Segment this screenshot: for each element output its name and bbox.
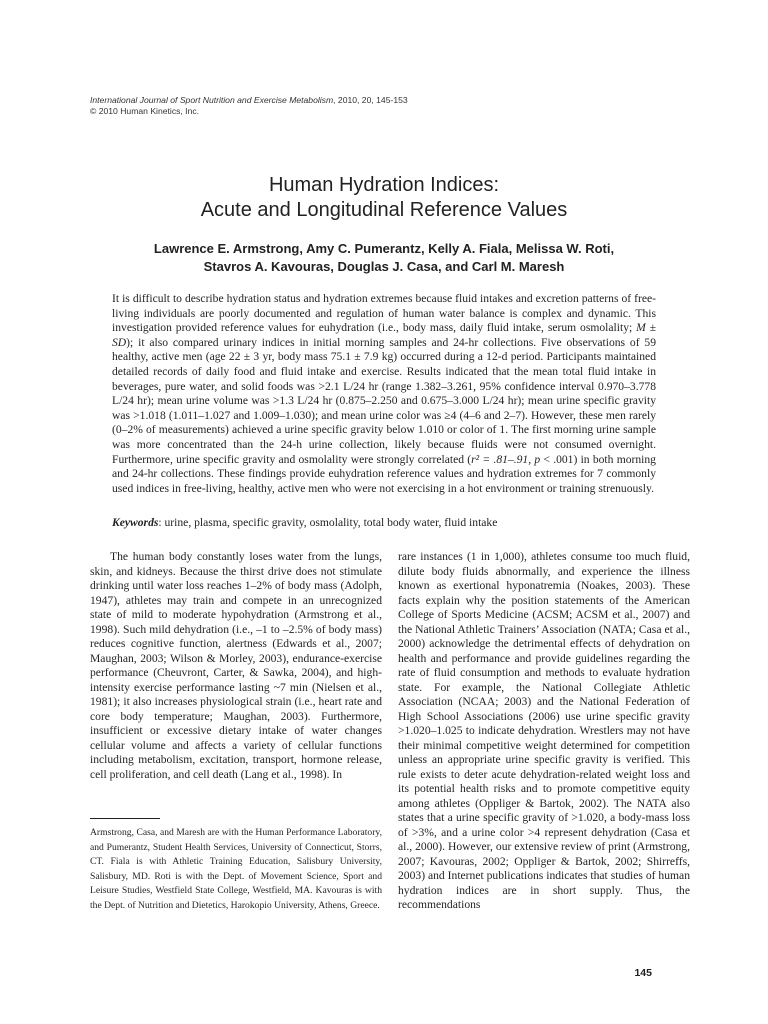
abstract-r-squared: r² = .81–.91, bbox=[471, 452, 535, 466]
copyright-notice: © 2010 Human Kinetics, Inc. bbox=[90, 106, 200, 116]
journal-citation bbox=[90, 95, 690, 106]
title-line-1: Human Hydration Indices: bbox=[268, 174, 500, 196]
body-column-left bbox=[90, 550, 382, 782]
keywords-colon: : bbox=[158, 516, 162, 529]
footnote-divider bbox=[90, 818, 160, 819]
journal-volume-pages: , 2010, 20, 145-153 bbox=[333, 95, 408, 105]
abstract bbox=[112, 292, 656, 496]
abstract-text-2: ); it also compared urinary indices in initial morning samples and 24-hr collections. Five observations of 59 healthy, active men (age 22 ± 3 yr, body mass 75.1 ± 7.9 kg) occurred during a 12-d period. Participants maintained detailed records of daily food and fluid intake and exercise. Results indicated that the mean total fluid intake in beverages, pure water, and solid foods was >2.1 L/24 hr (range 1.382–3.261, 95% confidence interval 0.970–3.778 L/24 hr); mean urine volume was >1.3 L/24 hr (0.875–2.250 and 0.675–3.000 L/24 hr); mean urine specific gravity was >1.018 (1.011–1.027 and 1.009–1.030); and mean urine color was ≥4 (4–6 and 2–7). However, these men rarely (0–2% of measurements) achieved a urine specific gravity below 1.010 or color of 1. The first morning urine sample was more concentrated than the 24-h urine collection, likely because fluids were not consumed overnight. Furthermore, urine specific gravity and osmolality were strongly correlated ( bbox=[112, 335, 656, 466]
title-line-2: Acute and Longitudinal Reference Values bbox=[200, 199, 568, 221]
article-title bbox=[70, 173, 698, 223]
abstract-stat-notation: M ± SD bbox=[112, 321, 656, 349]
author-affiliations-footnote: Armstrong, Casa, and Maresh are with the Human Performance Laboratory, and Pumerantz, Student Health Services, University of Connecticut, Storrs, CT. Fiala is with Athletic Training Education, Salisbury University, Salisbury, MD. Roti is with the Dept. of Movement Science, Sport and Leisure Studies, Westfield State College, Westfield, MA. Kavouras is with the Dept. of Nutrition and Dietetics, Harokopio University, Athens, Greece. bbox=[90, 827, 382, 911]
body-column-right bbox=[398, 550, 690, 913]
body-paragraph-left: The human body constantly loses water from the lungs, skin, and kidneys. Because the thirst drive does not stimulate drinking until water loss reaches 1–2% of body mass (Adolph, 1947), athletes may train and compete in an unrecognized state of mild to moderate hypohydration (Armstrong et al., 1998). Such mild dehydration (i.e., –1 to –2.5% of body mass) reduces cognitive function, alertness (Edwards et al., 2007; Maughan, 2003; Wilson & Morley, 2003), endurance-exercise performance (Cheuvront, Carter, & Sawka, 2004), and high-intensity exercise performance lasting ~7 min (Nielsen et al., 1981); it also increases physiological strain (i.e., heart rate and core body temperature; Maughan, 2003). Furthermore, insufficient or excessive dietary intake of water changes cellular volume and affects a variety of cellular functions including metabolism, excitation, transport, hormone release, cell proliferation, and cell death (Lang et al., 1998). In bbox=[90, 550, 382, 781]
keywords-list: urine, plasma, specific gravity, osmolality, total body water, fluid intake bbox=[161, 516, 498, 529]
keywords bbox=[112, 516, 672, 530]
authors-line-1: Lawrence E. Armstrong, Amy C. Pumerantz, Kelly A. Fiala, Melissa W. Roti, bbox=[153, 241, 615, 256]
abstract-p-symbol: p bbox=[534, 452, 541, 466]
body-paragraph-right: rare instances (1 in 1,000), athletes consume too much fluid, dilute body fluids abnormally, and experience the illness known as exertional hyponatremia (Noakes, 2003). These facts explain why the position statements of the American College of Sports Medicine (ACSM; ACSM et al., 2007) and the National Athletic Trainers’ Association (NATA; Casa et al., 2000) acknowledge the detrimental effects of dehydration on health and performance and provide guidelines regarding the rate of fluid consumption and methods to evaluate hydration state. For example, the National Collegiate Athletic Association (NCAA; 2003) and the National Federation of High School Associations (2006) use urine specific gravity >1.020–1.025 to indicate dehydration. Wrestlers may not have their minimal competitive weight determined for competition unless an appropriate urine specific gravity is verified. This rule exists to deter acute dehydration-related weight loss and its potential health risks and to promote competitive equity among athletes (Oppliger & Bartok, 2002). The NATA also states that a urine specific gravity of >1.020, a body-mass loss of >3%, and a urine color >4 represent dehydration (Casa et al., 2000). However, our extensive review of print (Armstrong, 2007; Kavouras, 2002; Oppliger & Bartok, 2002; Shirreffs, 2003) and Internet publications indicates that studies of human hydration indices are in short supply. Thus, the recommendations bbox=[398, 550, 690, 911]
author-list bbox=[70, 240, 698, 276]
keywords-label: Keywords bbox=[112, 516, 159, 529]
journal-header bbox=[90, 95, 690, 117]
abstract-text-1: It is difficult to describe hydration status and hydration extremes because fluid intakes and excretion patterns of free-living individuals are poorly documented and regulation of human water balance is complex and dynamic. This investigation provided reference values for euhydration (i.e., body mass, daily fluid intake, serum osmolality; bbox=[112, 292, 656, 335]
page-number: 145 bbox=[634, 967, 652, 979]
abstract-text-3: < .001) in both morning and 24-hr collections. These findings provide euhydration reference values and hydration extremes for 7 commonly used indices in free-living, healthy, active men who were not exercising in a hot environment or training strenuously. bbox=[112, 452, 656, 495]
journal-name: International Journal of Sport Nutrition and Exercise Metabolism bbox=[90, 95, 334, 105]
authors-line-2: Stavros A. Kavouras, Douglas J. Casa, and Carl M. Maresh bbox=[203, 259, 565, 274]
